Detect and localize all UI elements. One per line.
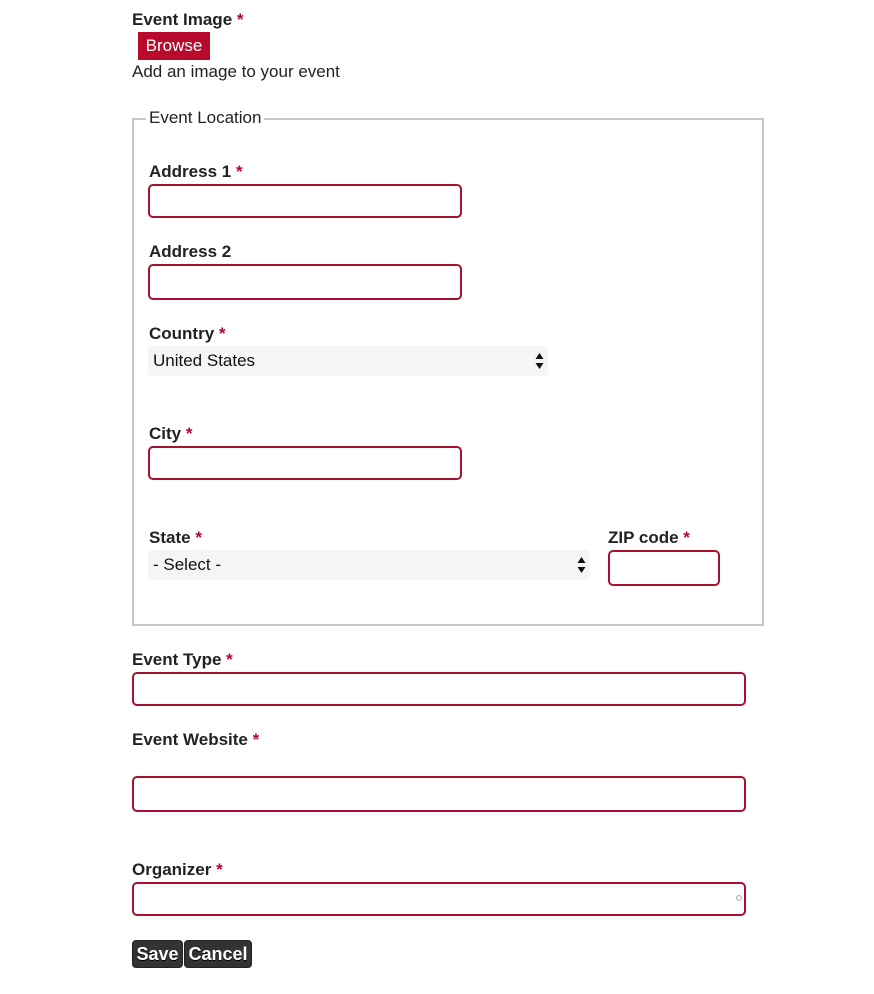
required-mark: * <box>252 730 260 749</box>
zip-input[interactable] <box>608 550 720 586</box>
cancel-button[interactable]: Cancel <box>184 940 252 968</box>
zip-label-text: ZIP code <box>608 528 679 547</box>
event-website-input[interactable] <box>132 776 746 812</box>
country-select[interactable] <box>148 346 548 376</box>
event-location-legend: Event Location <box>146 108 264 128</box>
city-label <box>149 424 192 444</box>
country-selected-value: United States <box>153 351 256 370</box>
address1-label <box>149 162 243 182</box>
required-mark: * <box>226 650 233 669</box>
event-type-label <box>132 650 233 670</box>
address1-input[interactable] <box>148 184 462 218</box>
event-type-label-text: Event Type <box>132 650 222 669</box>
required-mark: * <box>218 324 226 343</box>
country-label-text: Country <box>149 324 215 343</box>
save-button[interactable]: Save <box>132 940 183 968</box>
required-mark: * <box>236 10 244 29</box>
event-image-help-text: Add an image to your event <box>132 62 340 81</box>
event-website-label <box>132 730 259 750</box>
organizer-label-text: Organizer <box>132 860 212 879</box>
required-mark: * <box>216 860 223 879</box>
event-image-label <box>132 10 244 30</box>
required-mark: * <box>195 528 202 547</box>
required-mark: * <box>185 424 193 443</box>
organizer-label <box>132 860 223 880</box>
city-label-text: City <box>149 424 182 443</box>
city-input[interactable] <box>148 446 462 480</box>
address2-label <box>149 242 231 262</box>
required-mark: * <box>683 528 690 547</box>
address2-label-text: Address 2 <box>149 242 232 261</box>
event-type-input[interactable] <box>132 672 746 706</box>
event-website-label-text: Event Website <box>132 730 248 749</box>
select-arrows-icon <box>535 349 544 373</box>
event-image-label-text: Event Image <box>132 10 233 29</box>
state-select[interactable] <box>148 550 590 580</box>
state-label-text: State <box>149 528 191 547</box>
organizer-autocomplete-input[interactable] <box>132 882 746 916</box>
country-label <box>149 324 226 344</box>
state-label <box>149 528 202 548</box>
address2-input[interactable] <box>148 264 462 300</box>
state-selected-value: - Select - <box>153 555 222 574</box>
autocomplete-throbber-icon <box>736 895 742 901</box>
address1-label-text: Address 1 <box>149 162 232 181</box>
zip-label <box>608 528 690 548</box>
required-mark: * <box>235 162 243 181</box>
browse-button[interactable]: Browse <box>138 32 210 60</box>
select-arrows-icon <box>577 553 586 577</box>
